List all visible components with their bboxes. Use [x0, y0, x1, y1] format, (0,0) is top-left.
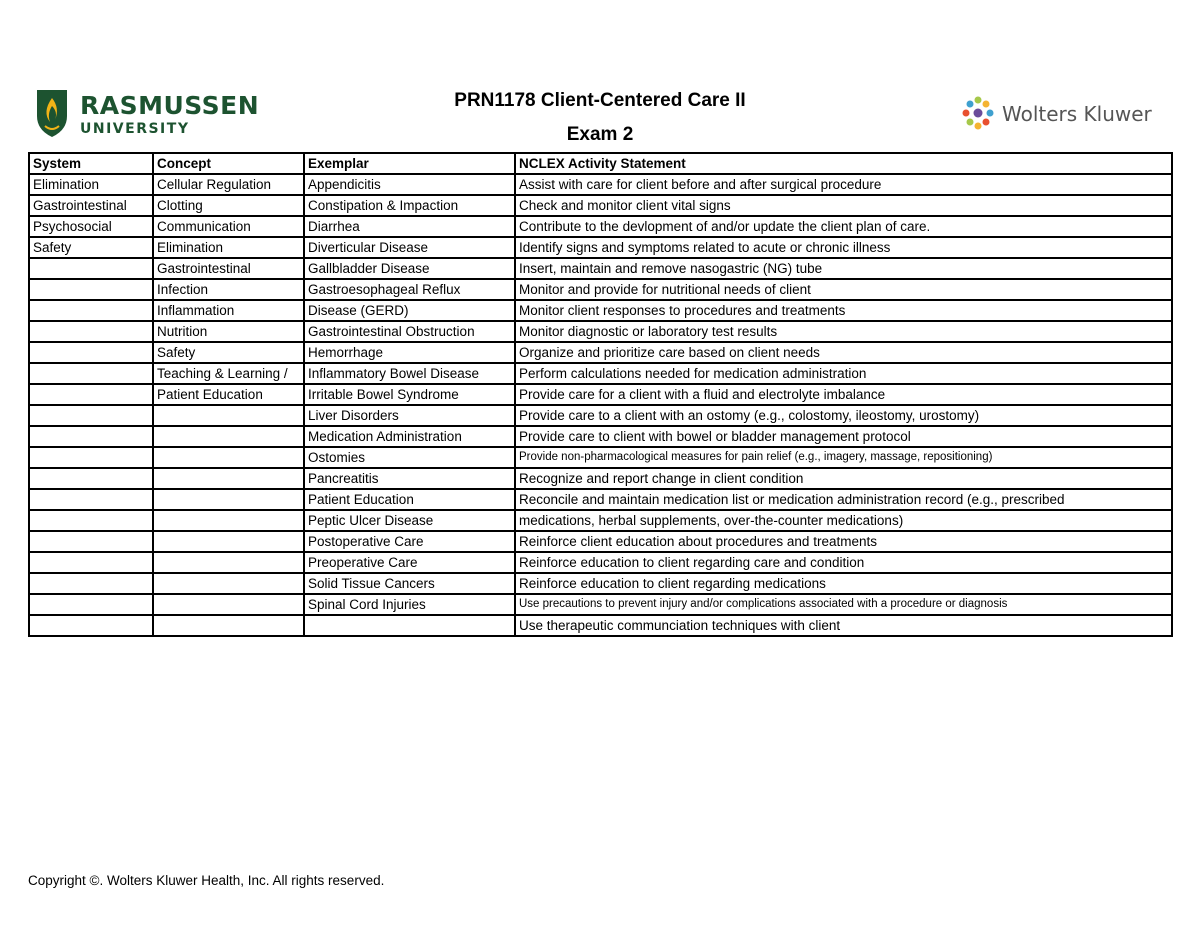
concept-cell — [153, 531, 304, 552]
concept-cell — [153, 468, 304, 489]
concept-cell — [153, 573, 304, 594]
concept-cell: Inflammation — [153, 300, 304, 321]
exemplar-cell: Appendicitis — [304, 174, 515, 195]
wolters-kluwer-emblem-icon — [962, 96, 994, 130]
system-cell: Safety — [29, 237, 153, 258]
exemplar-cell: Ostomies — [304, 447, 515, 468]
header-concept: Concept — [153, 153, 304, 174]
table-row — [29, 552, 1172, 573]
table-row — [29, 594, 1172, 615]
system-cell — [29, 405, 153, 426]
exemplar-cell: Patient Education — [304, 489, 515, 510]
exemplar-cell: Hemorrhage — [304, 342, 515, 363]
concept-cell — [153, 447, 304, 468]
nclex-table — [28, 152, 1173, 637]
table-row — [29, 216, 1172, 237]
table-row — [29, 447, 1172, 468]
concept-cell — [153, 405, 304, 426]
rasmussen-name: RASMUSSEN — [80, 91, 260, 120]
exemplar-cell: Diarrhea — [304, 216, 515, 237]
activity-cell: Monitor and provide for nutritional needs of client — [515, 279, 1172, 300]
activity-cell: Assist with care for client before and after surgical procedure — [515, 174, 1172, 195]
activity-cell: Recognize and report change in client condition — [515, 468, 1172, 489]
header-exemplar: Exemplar — [304, 153, 515, 174]
concept-cell: Infection — [153, 279, 304, 300]
exemplar-cell: Gastrointestinal Obstruction — [304, 321, 515, 342]
exemplar-cell: Solid Tissue Cancers — [304, 573, 515, 594]
exemplar-cell: Inflammatory Bowel Disease — [304, 363, 515, 384]
header-nclex-activity: NCLEX Activity Statement — [515, 153, 1172, 174]
activity-cell: Monitor client responses to procedures and treatments — [515, 300, 1172, 321]
concept-cell: Nutrition — [153, 321, 304, 342]
concept-cell — [153, 594, 304, 615]
table-row — [29, 426, 1172, 447]
concept-cell — [153, 510, 304, 531]
concept-cell — [153, 615, 304, 636]
concept-cell: Gastrointestinal — [153, 258, 304, 279]
table-row — [29, 573, 1172, 594]
exemplar-cell: Irritable Bowel Syndrome — [304, 384, 515, 405]
concept-cell: Clotting — [153, 195, 304, 216]
exemplar-cell: Gallbladder Disease — [304, 258, 515, 279]
rasmussen-sub: UNIVERSITY — [80, 121, 190, 137]
table-row — [29, 237, 1172, 258]
concept-cell — [153, 552, 304, 573]
header-system: System — [29, 153, 153, 174]
activity-cell: Check and monitor client vital signs — [515, 195, 1172, 216]
system-cell — [29, 258, 153, 279]
table-row — [29, 468, 1172, 489]
activity-cell: Perform calculations needed for medication administration — [515, 363, 1172, 384]
concept-cell: Elimination — [153, 237, 304, 258]
table-row — [29, 258, 1172, 279]
wolters-kluwer-name: Wolters Kluwer — [1002, 102, 1152, 126]
page-subtitle: Exam 2 — [566, 124, 634, 145]
system-cell — [29, 342, 153, 363]
table-row — [29, 174, 1172, 195]
page-title: PRN1178 Client-Centered Care II — [454, 90, 746, 111]
activity-cell: Provide non-pharmacological measures for pain relief (e.g., imagery, massage, repositioning) — [515, 447, 1172, 468]
table-row — [29, 405, 1172, 426]
activity-cell: Reconcile and maintain medication list or medication administration record (e.g., prescribed — [515, 489, 1172, 510]
concept-cell — [153, 489, 304, 510]
activity-cell: Provide care to a client with an ostomy (e.g., colostomy, ileostomy, urostomy) — [515, 405, 1172, 426]
activity-cell: Reinforce education to client regarding medications — [515, 573, 1172, 594]
exemplar-cell — [304, 615, 515, 636]
system-cell: Psychosocial — [29, 216, 153, 237]
activity-cell: Use therapeutic communciation techniques with client — [515, 615, 1172, 636]
activity-cell: Reinforce education to client regarding care and condition — [515, 552, 1172, 573]
system-cell — [29, 573, 153, 594]
table-row — [29, 489, 1172, 510]
system-cell — [29, 363, 153, 384]
exemplar-cell: Gastroesophageal Reflux — [304, 279, 515, 300]
exemplar-cell: Spinal Cord Injuries — [304, 594, 515, 615]
exemplar-cell: Preoperative Care — [304, 552, 515, 573]
system-cell — [29, 426, 153, 447]
system-cell — [29, 384, 153, 405]
system-cell — [29, 489, 153, 510]
system-cell — [29, 468, 153, 489]
exemplar-cell: Disease (GERD) — [304, 300, 515, 321]
system-cell — [29, 321, 153, 342]
table-row — [29, 279, 1172, 300]
table-row — [29, 300, 1172, 321]
system-cell — [29, 300, 153, 321]
activity-cell: Use precautions to prevent injury and/or complications associated with a procedure or diagnosis — [515, 594, 1172, 615]
system-cell — [29, 615, 153, 636]
exemplar-cell: Peptic Ulcer Disease — [304, 510, 515, 531]
system-cell: Gastrointestinal — [29, 195, 153, 216]
table-row — [29, 363, 1172, 384]
table-row — [29, 195, 1172, 216]
exemplar-cell: Pancreatitis — [304, 468, 515, 489]
table-row — [29, 615, 1172, 636]
exemplar-cell: Constipation & Impaction — [304, 195, 515, 216]
activity-cell: Organize and prioritize care based on client needs — [515, 342, 1172, 363]
wolters-kluwer-logo — [962, 96, 1152, 134]
table-row — [29, 342, 1172, 363]
activity-cell: Identify signs and symptoms related to acute or chronic illness — [515, 237, 1172, 258]
concept-cell — [153, 426, 304, 447]
activity-cell: medications, herbal supplements, over-the-counter medications) — [515, 510, 1172, 531]
table-row — [29, 510, 1172, 531]
table-row — [29, 384, 1172, 405]
system-cell — [29, 552, 153, 573]
exemplar-cell: Diverticular Disease — [304, 237, 515, 258]
system-cell — [29, 279, 153, 300]
system-cell: Elimination — [29, 174, 153, 195]
system-cell — [29, 531, 153, 552]
exemplar-cell: Medication Administration — [304, 426, 515, 447]
activity-cell: Provide care to client with bowel or bladder management protocol — [515, 426, 1172, 447]
system-cell — [29, 510, 153, 531]
copyright-footer: Copyright ©. Wolters Kluwer Health, Inc. All rights reserved. — [28, 873, 385, 888]
exemplar-cell: Postoperative Care — [304, 531, 515, 552]
exemplar-cell: Liver Disorders — [304, 405, 515, 426]
activity-cell: Insert, maintain and remove nasogastric (NG) tube — [515, 258, 1172, 279]
concept-cell: Patient Education — [153, 384, 304, 405]
activity-cell: Reinforce client education about procedures and treatments — [515, 531, 1172, 552]
concept-cell: Safety — [153, 342, 304, 363]
activity-cell: Monitor diagnostic or laboratory test results — [515, 321, 1172, 342]
concept-cell: Teaching & Learning / — [153, 363, 304, 384]
system-cell — [29, 447, 153, 468]
concept-cell: Communication — [153, 216, 304, 237]
concept-cell: Cellular Regulation — [153, 174, 304, 195]
activity-cell: Provide care for a client with a fluid and electrolyte imbalance — [515, 384, 1172, 405]
activity-cell: Contribute to the devlopment of and/or update the client plan of care. — [515, 216, 1172, 237]
table-header-row — [29, 153, 1172, 174]
table-row — [29, 321, 1172, 342]
table-row — [29, 531, 1172, 552]
system-cell — [29, 594, 153, 615]
